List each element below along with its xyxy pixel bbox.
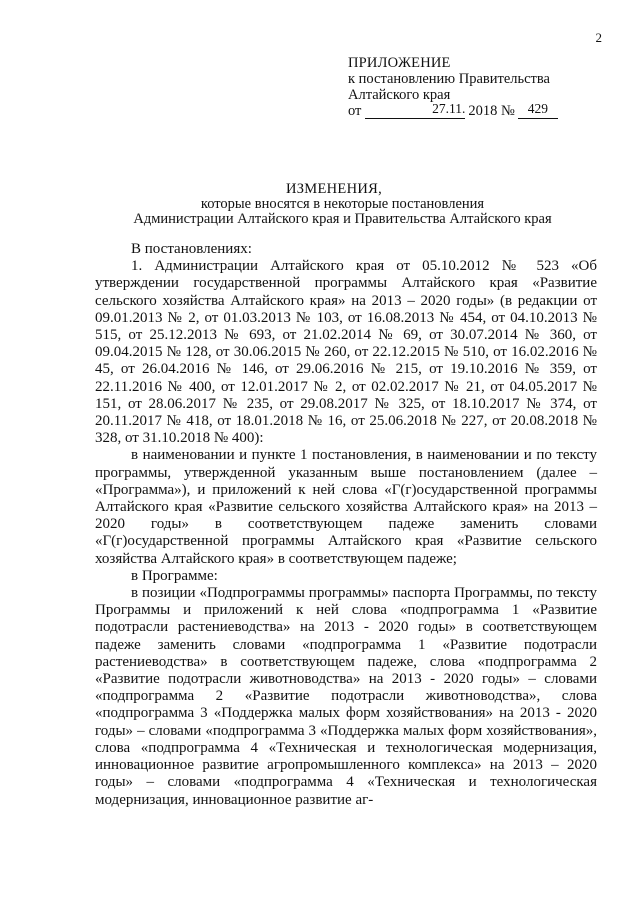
heading-line-3: Администрации Алтайского края и Правительства Алтайского края <box>133 211 552 227</box>
from-label: от <box>348 103 362 119</box>
date-field <box>365 103 465 119</box>
year-label: 2018 № <box>468 103 515 119</box>
appendix-title: ПРИЛОЖЕНИЕ <box>348 55 451 71</box>
paragraph-4: в позиции «Подпрограммы программы» паспорта Программы, по тексту Программы и приложений к ней слова «подпрограмма 1 «Развитие подотрасли растениеводства» на 2013 - 2020 годы» в соответствующем падеже заменить словами «подпрограмма 1 «Развитие подотрасли растениеводства» в соответствующем падеже, слова «подпрограмма 2 «Развитие подотрасли животноводства» на 2013 - 2020 годы» – словами «подпрограмма 2 «Развитие подотрасли животноводства», слова «подпрограмма 3 «Поддержка малых форм хозяйствования» на 2013 - 2020 годы» – словами «подпрограмма 3 «Поддержка малых форм хозяйствования», слова «подпрограмма 4 «Техническая и технологическая модернизация, инновационное развитие агропромышленного комплекса» на 2013 – 2020 годы» – словами «подпрограмма 4 «Техническая и технологическая модернизация, инновационное развитие аг- <box>95 585 597 808</box>
appendix-date-line <box>348 103 598 119</box>
paragraph-1: 1. Администрации Алтайского края от 05.10.2012 № 523 «Об утверждении государственной программы Алтайского края «Развитие сельского хозяйства Алтайского края» на 2013 – 2020 годы» (в редакции от 09.01.2013 № 2, от 01.03.2013 № 103, от 16.08.2013 № 454, от 04.10.2013 № 515, от 25.12.2013 № 693, от 21.02.2014 № 69, от 30.07.2014 № 360, от 09.04.2015 № 128, от 30.06.2015 № 260, от 22.12.2015 № 510, от 16.02.2016 № 45, от 26.04.2016 № 146, от 29.06.2016 № 215, от 19.10.2016 № 359, от 22.11.2016 № 400, от 12.01.2017 № 2, от 02.02.2017 № 21, от 04.05.2017 № 151, от 28.06.2017 № 235, от 29.08.2017 № 325, от 18.10.2017 № 374, от 20.11.2017 № 418, от 18.01.2018 № 16, от 25.06.2018 № 227, от 20.08.2018 № 328, от 31.10.2018 № 400): <box>95 258 597 447</box>
appendix-block <box>348 55 598 119</box>
paragraph-3: в Программе: <box>131 567 218 584</box>
appendix-line-region: Алтайского края <box>348 87 451 103</box>
appendix-line-decree: к постановлению Правительства <box>348 71 550 87</box>
number-field <box>518 103 558 119</box>
document-body <box>95 241 597 809</box>
paragraph-2: в наименовании и пункте 1 постановления, в наименовании и по тексту программы, утвержденной указанным выше постановлением (далее – «Программа»), и приложений к ней слова «Г(г)осударственной программы Алтайского края «Развитие сельского хозяйства Алтайского края» на 2013 – 2020 годы» в соответствующем падеже заменить словами «Г(г)осударственной программы Алтайского края «Развитие сельского хозяйства Алтайского края» в соответствующем падеже; <box>95 447 597 567</box>
date-value: 27.11. <box>432 101 466 116</box>
intro-paragraph: В постановлениях: <box>131 241 252 257</box>
page-number: 2 <box>595 30 602 45</box>
number-value: 429 <box>527 101 548 116</box>
document-heading <box>0 182 640 227</box>
heading-title: ИЗМЕНЕНИЯ, <box>285 181 383 197</box>
heading-line-2: которые вносятся в некоторые постановления <box>200 196 485 212</box>
